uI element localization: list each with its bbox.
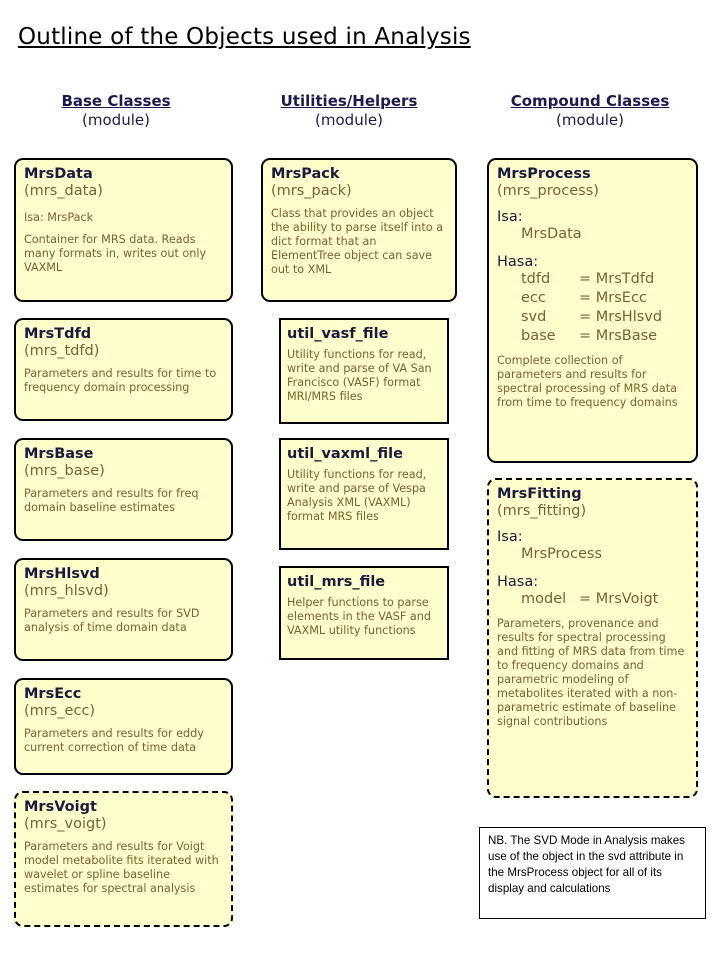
class-description: Container for MRS data. Reads many formats in, writes out only VAXML <box>24 233 207 274</box>
class-name: MrsFitting <box>497 486 582 502</box>
class-name: MrsVoigt <box>24 799 97 815</box>
class-name: MrsBase <box>24 446 94 462</box>
util-box-vaxml <box>279 438 449 550</box>
class-description: Complete collection of parameters and results for spectral processing of MRS data from time to frequency domains <box>497 354 678 409</box>
class-name: MrsHlsvd <box>24 566 100 582</box>
class-module: (mrs_voigt) <box>24 816 107 832</box>
column-heading-sub: (module) <box>315 111 383 129</box>
util-box-vasf <box>279 318 449 424</box>
class-name: MrsTdfd <box>24 326 92 342</box>
class-module: (mrs_ecc) <box>24 703 96 719</box>
column-heading-label: Compound Classes <box>510 92 670 110</box>
hasa-row <box>521 270 688 289</box>
isa-label: Isa: <box>497 209 523 225</box>
class-box-mrsprocess <box>487 158 698 463</box>
hasa-row <box>521 327 688 346</box>
class-module: (mrs_data) <box>24 183 103 199</box>
class-box-mrsbase <box>14 438 233 541</box>
hasa-key: base <box>521 328 556 344</box>
class-description: Parameters and results for freq domain baseline estimates <box>24 487 199 514</box>
class-description: Parameters and results for SVD analysis of time domain data <box>24 607 200 634</box>
class-name: MrsPack <box>271 166 340 182</box>
hasa-label: Hasa: <box>497 254 539 270</box>
class-module: (mrs_pack) <box>271 183 352 199</box>
hasa-key: ecc <box>521 290 546 306</box>
column-heading-label: Utilities/Helpers <box>280 92 418 110</box>
class-description: Parameters, provenance and results for spectral processing and fitting of MRS data from time to frequency domains and parametric modeling of metabolites iterated with a non-parametric estimate of baseline signal contributions <box>497 617 685 728</box>
hasa-value: = MrsBase <box>579 328 658 344</box>
class-box-mrsfitting <box>487 478 698 798</box>
isa-label: Isa: <box>497 529 523 545</box>
class-box-mrsdata <box>14 158 233 302</box>
page-title: Outline of the Objects used in Analysis <box>18 24 471 50</box>
class-name: MrsProcess <box>497 166 591 182</box>
column-heading-compound <box>480 92 700 130</box>
class-description: Parameters and results for Voigt model metabolite fits iterated with wavelet or spline baseline estimates for spectral analysis <box>24 840 219 895</box>
class-description: Class that provides an object the ability to parse itself into a dict format that an ElementTree object can save out to XML <box>271 207 444 276</box>
class-module: (mrs_hlsvd) <box>24 583 109 599</box>
column-heading-sub: (module) <box>82 111 150 129</box>
class-isa: Isa: MrsPack <box>24 211 94 224</box>
class-box-mrspack <box>261 158 457 302</box>
column-heading-label: Base Classes <box>61 92 171 110</box>
class-description: Parameters and results for time to frequency domain processing <box>24 367 217 394</box>
class-box-mrstdfd <box>14 318 233 421</box>
util-box-mrs <box>279 566 449 660</box>
class-name: MrsData <box>24 166 93 182</box>
class-description: Parameters and results for eddy current correction of time data <box>24 727 204 754</box>
hasa-value: = MrsHlsvd <box>579 309 663 325</box>
util-description: Utility functions for read, write and parse of Vespa Analysis XML (VAXML) format MRS files <box>287 468 427 523</box>
hasa-row <box>521 590 688 609</box>
class-box-mrsecc <box>14 678 233 775</box>
column-heading-sub: (module) <box>556 111 624 129</box>
column-heading-utilities <box>239 92 459 130</box>
class-module: (mrs_base) <box>24 463 105 479</box>
class-module: (mrs_tdfd) <box>24 343 100 359</box>
class-box-mrsvoigt <box>14 791 233 927</box>
hasa-key: tdfd <box>521 271 551 287</box>
hasa-row <box>521 308 688 327</box>
util-name: util_mrs_file <box>287 574 386 590</box>
class-name: MrsEcc <box>24 686 82 702</box>
util-description: Utility functions for read, write and parse of VA San Francisco (VASF) format MRI/MRS files <box>287 348 432 403</box>
hasa-value: = MrsTdfd <box>579 271 655 287</box>
util-name: util_vasf_file <box>287 326 389 342</box>
util-name: util_vaxml_file <box>287 446 403 462</box>
class-module: (mrs_process) <box>497 183 599 199</box>
hasa-value: = MrsEcc <box>579 290 647 306</box>
hasa-key: svd <box>521 309 547 325</box>
class-module: (mrs_fitting) <box>497 503 587 519</box>
isa-value: MrsData <box>521 226 582 242</box>
hasa-label: Hasa: <box>497 574 539 590</box>
class-box-mrshlsvd <box>14 558 233 661</box>
util-description: Helper functions to parse elements in the VASF and VAXML utility functions <box>287 596 431 637</box>
hasa-key: model <box>521 591 567 607</box>
hasa-value: = MrsVoigt <box>579 591 659 607</box>
hasa-row <box>521 289 688 308</box>
svd-note: NB. The SVD Mode in Analysis makes use of the object in the svd attribute in the MrsProcess object for all of its display and calculations <box>479 827 706 919</box>
isa-value: MrsProcess <box>521 546 603 562</box>
column-heading-base <box>6 92 226 130</box>
